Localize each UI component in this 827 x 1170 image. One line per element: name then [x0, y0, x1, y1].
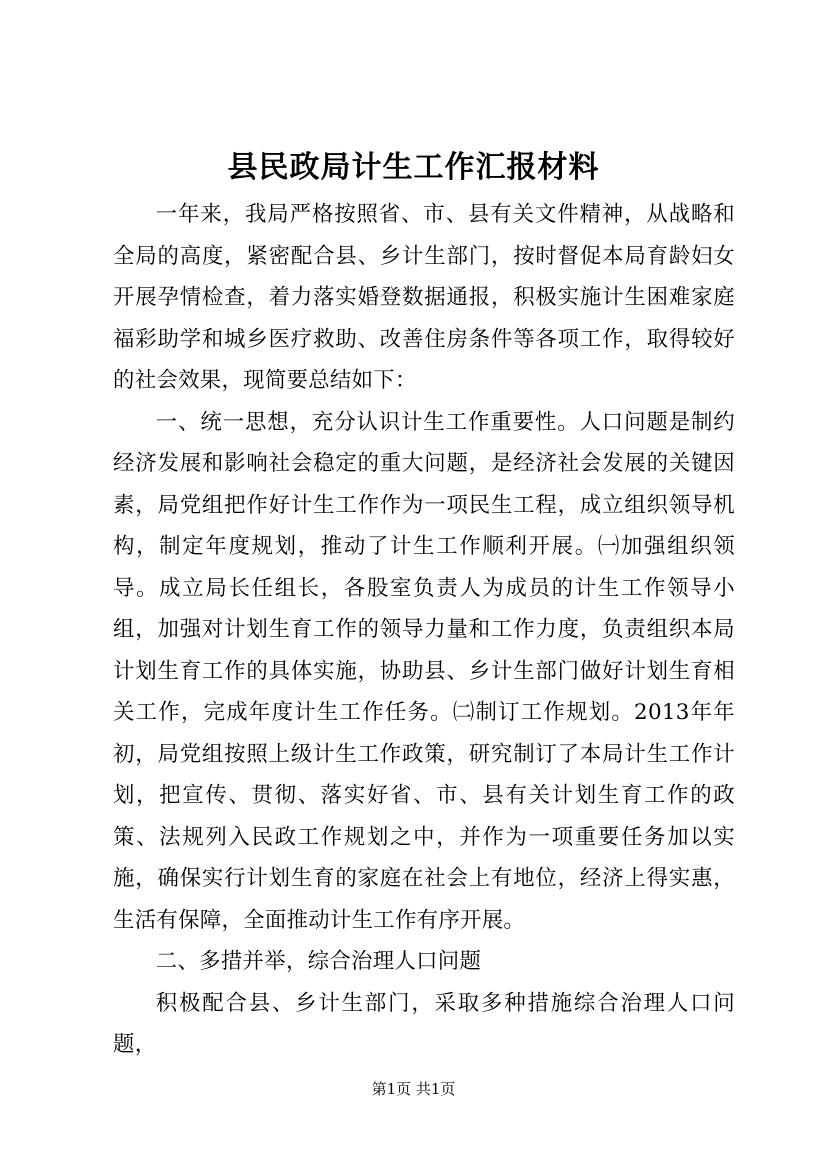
document-title: 县民政局计生工作汇报材料 [227, 150, 600, 185]
paragraph-intro: 一年来，我局严格按照省、市、县有关文件精神，从战略和全局的高度，紧密配合县、乡计生部门，按时督促本局育龄妇女开展孕情检查，着力落实婚登数据通报，积极实施计生困难家庭福彩助学和城乡医疗救助、改善住房条件等各项工作，取得较好的社会效果，现简要总结如下： [113, 202, 735, 393]
paragraph-section-one: 一、统一思想，充分认识计生工作重要性。人口问题是制约经济发展和影响社会稳定的重大问题，是经济社会发展的关键因素，局党组把作好计生工作作为一项民生工程，成立组织领导机构，制定年度规划，推动了计生工作顺利开展。㈠加强组织领导。成立局长任组长，各股室负责人为成员的计生工作领导小组，加强对计划生育工作的领导力量和工作力度，负责组织本局计划生育工作的具体实施，协助县、乡计生部门做好计划生育相关工作，完成年度计生工作任务。㈡制订工作规划。2013年年初，局党组按照上级计生工作政策，研究制订了本局计生工作计划，把宣传、贯彻、落实好省、市、县有关计划生育工作的政策、法规列入民政工作规划之中，并作为一项重要任务加以实施，确保实行计划生育的家庭在社会上有地位，经济上得实惠，生活有保障，全面推动计生工作有序开展。 [113, 409, 735, 933]
heading-section-two: 二、多措并举，综合治理人口问题 [155, 949, 482, 974]
page-footer: 第1页 共1页 [371, 1080, 456, 1098]
document-body [113, 194, 735, 1066]
paragraph-section-two: 积极配合县、乡计生部门，采取多种措施综合治理人口问题， [113, 990, 735, 1057]
